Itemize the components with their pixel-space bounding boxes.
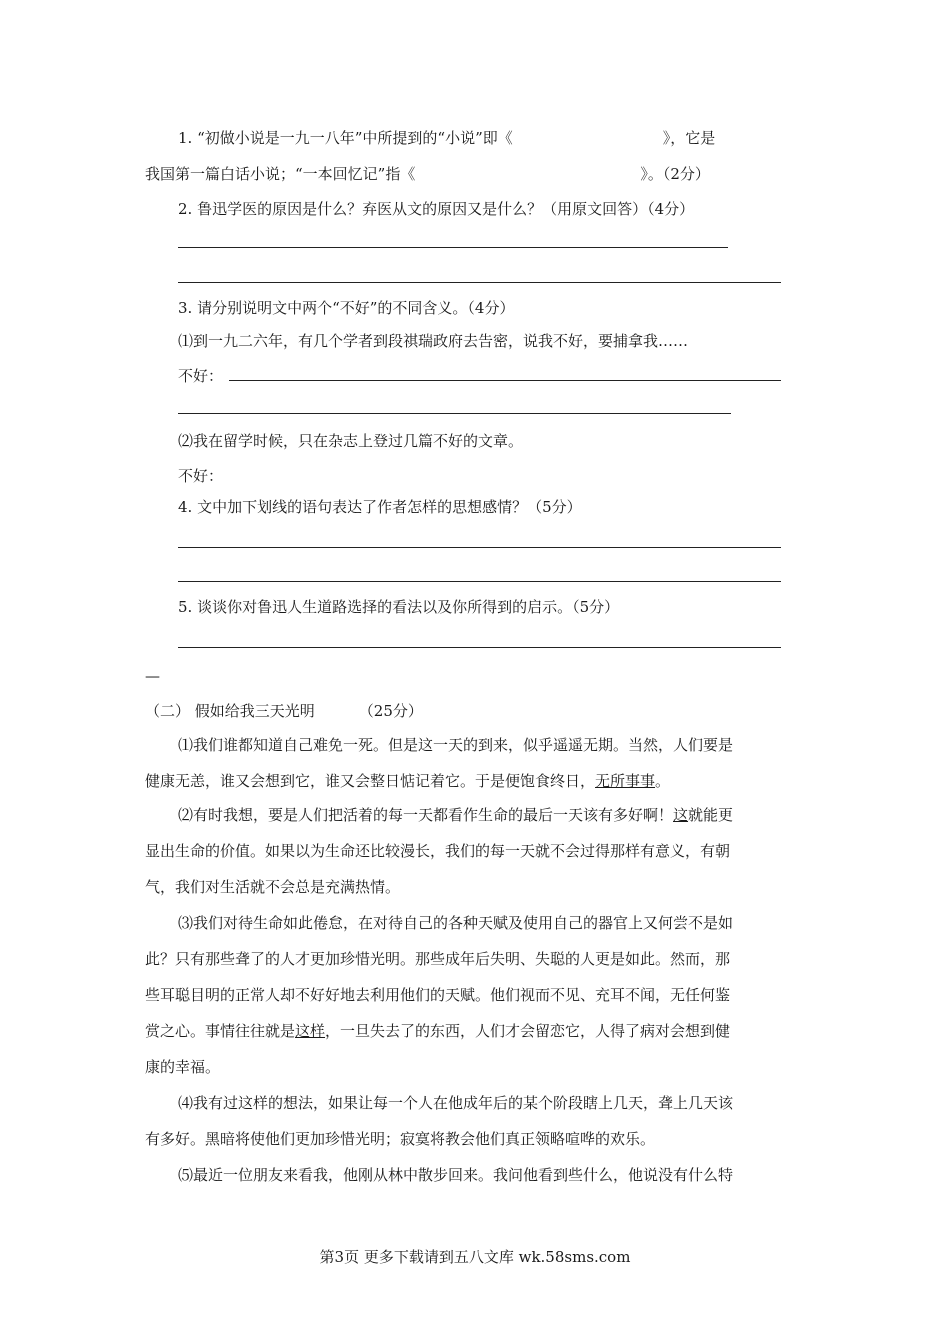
underlined-phrase: 无所事事 bbox=[595, 772, 656, 790]
paragraph-2-line: ⑵有时我想，要是人们把活着的每一天都看作生命的最后一天该有多好啊！这就能更 bbox=[178, 806, 734, 824]
question-3-item-2: ⑵我在留学时候，只在杂志上登过几篇不好的文章。 bbox=[178, 432, 524, 450]
question-1-line-2: 我国第一篇白话小说；“一本回忆记”指《 》。（2分） bbox=[145, 165, 710, 183]
question-3-item-1: ⑴到一九二六年，有几个学者到段祺瑞政府去告密，说我不好，要捕拿我…… bbox=[178, 332, 689, 350]
paragraph-2-line: 气，我们对生活就不会总是充满热情。 bbox=[145, 878, 401, 896]
paragraph-3-line: 赏之心。事情往往就是这样，一旦失去了的东西，人们才会留恋它，人得了病对会想到健 bbox=[145, 1022, 731, 1040]
dash-mark: — bbox=[145, 667, 160, 685]
question-2: 2. 鲁迅学医的原因是什么？弃医从文的原因又是什么？（用原文回答）（4分） bbox=[178, 200, 695, 218]
question-3: 3. 请分别说明文中两个“不好”的不同含义。（4分） bbox=[178, 299, 515, 317]
underlined-phrase: 这样 bbox=[295, 1022, 326, 1040]
paragraph-5-line: ⑸最近一位朋友来看我，他刚从林中散步回来。我问他看到些什么，他说没有什么特 bbox=[178, 1166, 734, 1184]
paragraph-3-line: 康的幸福。 bbox=[145, 1058, 221, 1076]
paragraph-1-line: ⑴我们谁都知道自己难免一死。但是这一天的到来，似乎遥遥无期。当然，人们要是 bbox=[178, 736, 734, 754]
answer-line bbox=[178, 247, 728, 248]
underlined-phrase: 这 bbox=[673, 806, 689, 824]
question-3-label-1: 不好： bbox=[178, 367, 224, 385]
question-5: 5. 谈谈你对鲁迅人生道路选择的看法以及你所得到的启示。（5分） bbox=[178, 598, 620, 616]
answer-line bbox=[178, 547, 781, 548]
question-3-label-2: 不好： bbox=[178, 467, 224, 485]
paragraph-3-line: ⑶我们对待生命如此倦怠，在对待自己的各种天赋及使用自己的器官上又何尝不是如 bbox=[178, 914, 734, 932]
answer-line bbox=[178, 413, 731, 414]
question-1-line-1: 1. “初做小说是一九一八年”中所提到的“小说”即《 》，它是 bbox=[178, 129, 716, 147]
paragraph-4-line: ⑷我有过这样的想法，如果让每一个人在他成年后的某个阶段瞎上几天，聋上几天该 bbox=[178, 1094, 734, 1112]
section-heading bbox=[145, 701, 423, 721]
paragraph-3-line: 些耳聪目明的正常人却不好好地去利用他们的天赋。他们视而不见、充耳不闻，无任何鉴 bbox=[145, 986, 731, 1004]
answer-line bbox=[178, 647, 781, 648]
paragraph-3-line: 此？只有那些聋了的人才更加珍惜光明。那些成年后失明、失聪的人更是如此。然而，那 bbox=[145, 950, 731, 968]
section-title: （二） 假如给我三天光明 bbox=[145, 702, 315, 720]
answer-line bbox=[178, 282, 781, 283]
paragraph-2-line: 显出生命的价值。如果以为生命还比较漫长，我们的每一天就不会过得那样有意义，有朝 bbox=[145, 842, 731, 860]
answer-line bbox=[229, 380, 781, 381]
question-4: 4. 文中加下划线的语句表达了作者怎样的思想感情？（5分） bbox=[178, 498, 582, 516]
paragraph-1-line: 健康无恙，谁又会想到它，谁又会整日惦记着它。于是便饱食终日，无所事事。 bbox=[145, 772, 671, 790]
answer-line bbox=[178, 581, 781, 582]
section-score: （25分） bbox=[358, 702, 423, 720]
page-footer: 第3页 更多下载请到五八文库 wk.58sms.com bbox=[319, 1248, 631, 1266]
paragraph-4-line: 有多好。黑暗将使他们更加珍惜光明；寂寞将教会他们真正领略喧哗的欢乐。 bbox=[145, 1130, 656, 1148]
